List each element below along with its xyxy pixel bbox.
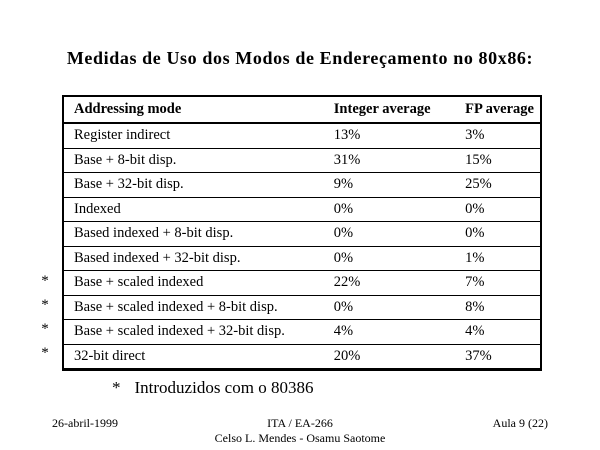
table-row <box>64 123 540 148</box>
footer-authors: Celso L. Mendes - Osamu Saotome <box>214 431 386 445</box>
table-row <box>64 271 540 296</box>
footer-date: 26-abril-1999 <box>52 416 118 430</box>
cell-fp-average: 7% <box>455 271 540 296</box>
table-row <box>64 197 540 222</box>
cell-fp-average: 0% <box>455 197 540 222</box>
row-marker-asterisk: * <box>41 344 49 361</box>
footnote-symbol: * <box>112 378 121 397</box>
table-row <box>64 344 540 368</box>
cell-integer-average: 0% <box>324 295 455 320</box>
header-addressing-mode: Addressing mode <box>64 97 324 123</box>
cell-addressing-mode: Base + 8-bit disp. <box>64 148 324 173</box>
table-body <box>64 123 540 368</box>
cell-addressing-mode: Indexed <box>64 197 324 222</box>
cell-fp-average: 37% <box>455 344 540 368</box>
cell-fp-average: 3% <box>465 127 485 144</box>
cell-addressing-mode: Base + scaled indexed + 32-bit disp. <box>64 320 324 345</box>
cell-integer-average: 0% <box>324 246 455 271</box>
cell-fp-average: 4% <box>455 320 540 345</box>
addressing-modes-table <box>64 97 540 368</box>
table-row <box>64 246 540 271</box>
slide-title: Medidas de Uso dos Modos de Endereçamento no 80x86: <box>66 48 534 68</box>
cell-addressing-mode: 32-bit direct <box>64 344 324 368</box>
table-row <box>64 173 540 198</box>
cell-addressing-mode: Based indexed + 8-bit disp. <box>64 222 324 247</box>
addressing-modes-table-frame <box>62 95 542 371</box>
table-row <box>64 148 540 173</box>
cell-addressing-mode: Base + scaled indexed <box>64 271 324 296</box>
cell-integer-average: 9% <box>324 173 455 198</box>
cell-fp-average: 0% <box>455 222 540 247</box>
cell-fp-average: 1% <box>455 246 540 271</box>
cell-fp-average: 25% <box>455 173 540 198</box>
cell-integer-average: 4% <box>324 320 455 345</box>
cell-integer-average: 0% <box>324 197 455 222</box>
cell-integer-average: 13% <box>333 127 361 144</box>
cell-integer-average: 22% <box>324 271 455 296</box>
table-row <box>64 222 540 247</box>
cell-integer-average: 0% <box>324 222 455 247</box>
footnote <box>112 378 313 398</box>
cell-integer-average: 20% <box>324 344 455 368</box>
footer-course: ITA / EA-266 <box>267 416 333 430</box>
footer-page-number: Aula 9 (22) <box>492 416 548 430</box>
cell-addressing-mode: Based indexed + 32-bit disp. <box>64 246 324 271</box>
header-integer-average: Integer average <box>324 97 455 123</box>
row-marker-asterisk: * <box>41 320 49 337</box>
table-row <box>64 320 540 345</box>
row-marker-asterisk: * <box>41 272 49 289</box>
header-fp-average: FP average <box>455 97 540 123</box>
cell-integer-average: 31% <box>324 148 455 173</box>
footnote-text: Introduzidos com o 80386 <box>134 378 314 397</box>
cell-fp-average: 8% <box>455 295 540 320</box>
cell-addressing-mode: Register indirect <box>74 127 171 144</box>
cell-addressing-mode: Base + scaled indexed + 8-bit disp. <box>64 295 324 320</box>
table-header-row <box>64 97 540 123</box>
table-row <box>64 295 540 320</box>
cell-addressing-mode: Base + 32-bit disp. <box>64 173 324 198</box>
row-marker-asterisk: * <box>41 296 49 313</box>
cell-fp-average: 15% <box>455 148 540 173</box>
